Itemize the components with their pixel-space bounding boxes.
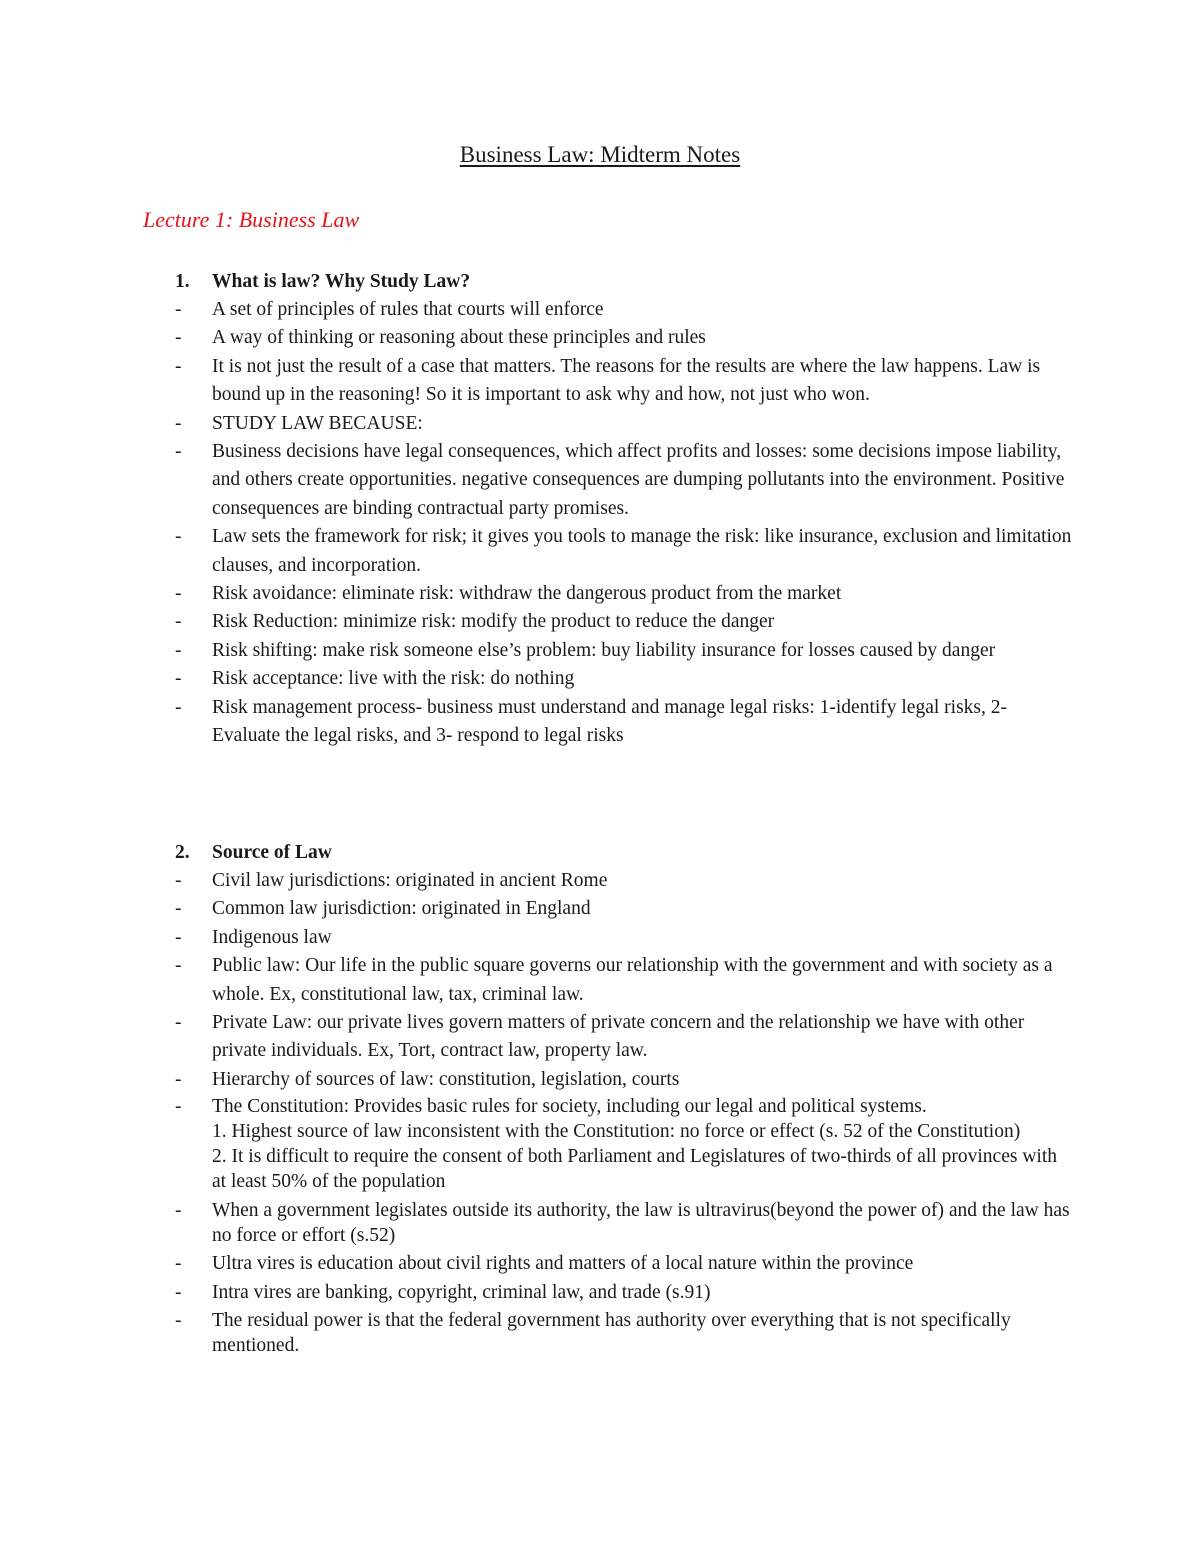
- list-item: [0, 410, 1072, 438]
- bullet-text: A set of principles of rules that courts will enforce: [212, 299, 604, 320]
- bullet-list: [0, 867, 1200, 1094]
- document-title: Business Law: Midterm Notes: [459, 142, 741, 167]
- bullet-text: Risk management process- business must understand and manage legal risks: 1-identify legal risks, 2-Evaluate the legal risks, and 3- respond to legal risks: [212, 696, 1007, 747]
- list-item: [0, 296, 1072, 324]
- bullet-dash: -: [175, 583, 182, 605]
- list-item: [0, 1009, 1072, 1066]
- section-heading: [0, 267, 1200, 296]
- bullet-dash: -: [175, 1253, 182, 1275]
- list-item: [0, 924, 1072, 952]
- bullet-dash: -: [175, 327, 182, 349]
- bullet-dash: -: [175, 639, 182, 661]
- list-item: [0, 608, 1072, 636]
- section-title: What is law? Why Study Law?: [212, 271, 471, 292]
- list-item: [0, 580, 1072, 608]
- bullet-list: [0, 296, 1200, 751]
- section-heading: [0, 838, 1200, 867]
- list-item: [0, 1198, 1072, 1248]
- section-number: 1.: [175, 271, 190, 292]
- bullet-text: A way of thinking or reasoning about these principles and rules: [212, 327, 706, 349]
- list-item: [0, 438, 1072, 523]
- bullet-dash: -: [175, 696, 182, 718]
- constitution-point-2: 2. It is difficult to require the consent of both Parliament and Legislatures of two-thirds of all provinces with at least 50% of the population: [212, 1146, 1057, 1193]
- list-item: [0, 523, 1072, 580]
- list-item-constitution: [0, 1094, 1072, 1194]
- bullet-dash: -: [175, 355, 182, 377]
- bullet-text: Business decisions have legal consequences, which affect profits and losses: some decisions impose liability, and others create opportunities. negative consequences are dumping pollutants into the environment. Positive consequences are binding contractual party promises.: [212, 441, 1065, 519]
- bullet-dash: -: [175, 412, 182, 434]
- bullet-text: Law sets the framework for risk; it gives you tools to manage the risk: like insurance, exclusion and limitation clauses, and incorporation.: [212, 526, 1072, 576]
- list-item: [0, 1066, 1072, 1094]
- bullet-dash: -: [175, 668, 182, 690]
- constitution-text: The Constitution: Provides basic rules for society, including our legal and political systems.: [212, 1096, 927, 1118]
- bullet-text: STUDY LAW BECAUSE:: [212, 412, 423, 434]
- section-what-is-law: [0, 267, 1200, 751]
- bullet-text: It is not just the result of a case that matters. The reasons for the results are where the law happens. Law is bound up in the reasoning! So it is important to ask why and how, not just who won.: [212, 355, 1041, 406]
- section-number: 2.: [175, 842, 190, 863]
- list-item: [0, 895, 1072, 923]
- list-item: [0, 952, 1072, 1009]
- list-item: [0, 694, 1072, 751]
- bullet-text: Common law jurisdiction: originated in England: [212, 898, 591, 920]
- bullet-dash: -: [175, 1012, 182, 1034]
- bullet-dash: -: [175, 1096, 182, 1118]
- bullet-text: Risk Reduction: minimize risk: modify the product to reduce the danger: [212, 611, 775, 633]
- constitution-point-1: 1. Highest source of law inconsistent with the Constitution: no force or effect (s. 52 of the Constitution): [212, 1121, 1021, 1143]
- bullet-text: When a government legislates outside its authority, the law is ultravirus(beyond the power of) and the law has no force or effort (s.52): [212, 1199, 1070, 1246]
- bullet-dash: -: [175, 611, 182, 633]
- bullet-text: Risk avoidance: eliminate risk: withdraw the dangerous product from the market: [212, 583, 842, 605]
- bullet-text: Public law: Our life in the public square governs our relationship with the government and with society as a whole. Ex, constitutional law, tax, criminal law.: [212, 955, 1053, 1005]
- bullet-dash: -: [175, 1281, 182, 1303]
- list-item: [0, 665, 1072, 693]
- section-source-of-law: [0, 838, 1200, 1362]
- bullet-dash: -: [175, 955, 182, 977]
- bullet-dash: -: [175, 299, 182, 320]
- bullet-dash: -: [175, 926, 182, 948]
- constitution-list: [0, 1094, 1200, 1358]
- bullet-dash: -: [175, 526, 182, 548]
- bullet-dash: -: [175, 1199, 182, 1221]
- section-title: Source of Law: [212, 842, 332, 863]
- lecture-heading: Lecture 1: Business Law: [143, 207, 360, 232]
- list-item: [0, 1280, 1072, 1305]
- bullet-text: Civil law jurisdictions: originated in ancient Rome: [212, 870, 608, 891]
- bullet-dash: -: [175, 1068, 182, 1090]
- bullet-text: Ultra vires is education about civil rights and matters of a local nature within the province: [212, 1253, 914, 1275]
- bullet-text: Indigenous law: [212, 926, 332, 948]
- list-item: [0, 1308, 1072, 1358]
- bullet-text: Risk shifting: make risk someone else’s problem: buy liability insurance for losses caused by danger: [212, 639, 996, 661]
- list-item: [0, 867, 1072, 895]
- bullet-text: The residual power is that the federal government has authority over everything that is not specifically mentioned.: [212, 1310, 1011, 1357]
- list-item: [0, 1251, 1072, 1276]
- bullet-text: Private Law: our private lives govern matters of private concern and the relationship we have with other private individuals. Ex, Tort, contract law, property law.: [212, 1012, 1025, 1062]
- list-item: [0, 324, 1072, 352]
- bullet-dash: -: [175, 1310, 182, 1332]
- bullet-text: Risk acceptance: live with the risk: do nothing: [212, 668, 575, 690]
- list-item: [0, 353, 1072, 410]
- list-item: [0, 637, 1072, 665]
- bullet-dash: -: [175, 898, 182, 920]
- bullet-dash: -: [175, 870, 182, 891]
- bullet-text: Hierarchy of sources of law: constitution, legislation, courts: [212, 1068, 680, 1090]
- bullet-dash: -: [175, 441, 182, 463]
- bullet-text: Intra vires are banking, copyright, criminal law, and trade (s.91): [212, 1281, 711, 1303]
